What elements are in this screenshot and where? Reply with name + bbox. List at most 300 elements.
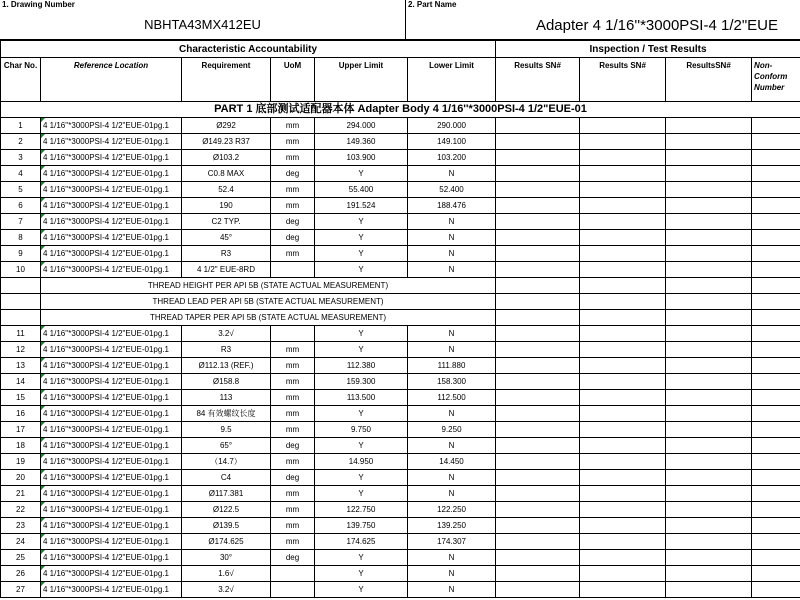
table-row	[1, 326, 800, 342]
char-no-cell: 6	[1, 198, 41, 214]
char-no-cell: 10	[1, 262, 41, 278]
results-sn-3-cell[interactable]	[666, 182, 752, 198]
reference-location-cell: 4 1/16''*3000PSI-4 1/2"EUE-01pg.1	[41, 582, 182, 598]
char-no-cell: 18	[1, 438, 41, 454]
results-sn-3-cell[interactable]	[666, 518, 752, 534]
upper-limit-cell: Y	[315, 470, 408, 486]
lower-limit-cell: 290.000	[408, 118, 496, 134]
uom-cell: deg	[271, 166, 315, 182]
results-sn-3-cell[interactable]	[666, 166, 752, 182]
note-result-cell	[496, 310, 580, 326]
lower-limit-cell: N	[408, 406, 496, 422]
reference-location-cell: 4 1/16''*3000PSI-4 1/2"EUE-01pg.1	[41, 534, 182, 550]
note-row	[1, 310, 800, 326]
characteristic-group-header: Characteristic Accountability	[1, 41, 496, 58]
results-sn-3-cell[interactable]	[666, 214, 752, 230]
note-row	[1, 294, 800, 310]
requirement-cell: 9.5	[182, 422, 271, 438]
non-conform-cell[interactable]	[752, 502, 800, 518]
non-conform-cell[interactable]	[752, 134, 800, 150]
upper-limit-cell: 294.000	[315, 118, 408, 134]
results-sn-1-cell[interactable]	[496, 214, 580, 230]
non-conform-cell[interactable]	[752, 358, 800, 374]
char-no-cell: 27	[1, 582, 41, 598]
table-row	[1, 230, 800, 246]
results-sn-1-cell[interactable]	[496, 150, 580, 166]
upper-limit-cell: Y	[315, 166, 408, 182]
results-sn-2-cell[interactable]	[580, 374, 666, 390]
lower-limit-cell: N	[408, 550, 496, 566]
non-conform-cell[interactable]	[752, 566, 800, 582]
uom-cell: mm	[271, 534, 315, 550]
note-result-cell	[580, 278, 666, 294]
results-sn-3-cell[interactable]	[666, 390, 752, 406]
char-no-cell: 26	[1, 566, 41, 582]
results-sn-3-cell[interactable]	[666, 118, 752, 134]
note-result-cell	[580, 294, 666, 310]
lower-limit-cell: N	[408, 230, 496, 246]
results-sn-3-cell[interactable]	[666, 438, 752, 454]
lower-limit-cell: N	[408, 566, 496, 582]
uom-cell: mm	[271, 454, 315, 470]
results-sn-3-cell[interactable]	[666, 326, 752, 342]
results-sn-1-cell[interactable]	[496, 390, 580, 406]
reference-location-cell: 4 1/16''*3000PSI-4 1/2"EUE-01pg.1	[41, 198, 182, 214]
non-conform-cell[interactable]	[752, 550, 800, 566]
results-sn-1-cell[interactable]	[496, 502, 580, 518]
lower-limit-cell: 139.250	[408, 518, 496, 534]
char-no-cell: 17	[1, 422, 41, 438]
results-sn-1-cell[interactable]	[496, 534, 580, 550]
upper-limit-cell: 112.380	[315, 358, 408, 374]
table-row	[1, 406, 800, 422]
non-conform-cell[interactable]	[752, 262, 800, 278]
uom-cell: mm	[271, 374, 315, 390]
note-result-cell	[666, 294, 752, 310]
lower-limit-cell: N	[408, 326, 496, 342]
char-no-cell: 4	[1, 166, 41, 182]
char-no-cell: 20	[1, 470, 41, 486]
upper-limit-cell: Y	[315, 566, 408, 582]
reference-location-cell: 4 1/16''*3000PSI-4 1/2"EUE-01pg.1	[41, 182, 182, 198]
non-conform-cell[interactable]	[752, 214, 800, 230]
non-conform-cell[interactable]	[752, 582, 800, 598]
results-sn-2-cell[interactable]	[580, 390, 666, 406]
col-header-upper-limit: Upper Limit	[315, 58, 408, 102]
non-conform-cell[interactable]	[752, 534, 800, 550]
results-sn-1-cell[interactable]	[496, 566, 580, 582]
results-sn-1-cell[interactable]	[496, 374, 580, 390]
results-sn-2-cell[interactable]	[580, 454, 666, 470]
lower-limit-cell: N	[408, 438, 496, 454]
results-sn-2-cell[interactable]	[580, 198, 666, 214]
results-sn-3-cell[interactable]	[666, 534, 752, 550]
results-sn-3-cell[interactable]	[666, 150, 752, 166]
results-sn-3-cell[interactable]	[666, 374, 752, 390]
table-row	[1, 582, 800, 598]
results-sn-3-cell[interactable]	[666, 582, 752, 598]
results-sn-3-cell[interactable]	[666, 358, 752, 374]
table-row	[1, 438, 800, 454]
lower-limit-cell: N	[408, 246, 496, 262]
requirement-cell: C4	[182, 470, 271, 486]
lower-limit-cell: 112.500	[408, 390, 496, 406]
results-sn-2-cell[interactable]	[580, 326, 666, 342]
results-sn-2-cell[interactable]	[580, 550, 666, 566]
results-sn-2-cell[interactable]	[580, 134, 666, 150]
non-conform-cell[interactable]	[752, 486, 800, 502]
results-sn-3-cell[interactable]	[666, 470, 752, 486]
reference-location-cell: 4 1/16''*3000PSI-4 1/2"EUE-01pg.1	[41, 230, 182, 246]
uom-cell: mm	[271, 502, 315, 518]
col-header-non-conform-number: Non-Conform Number	[752, 58, 800, 102]
table-row	[1, 550, 800, 566]
upper-limit-cell: 113.500	[315, 390, 408, 406]
section-title: PART 1 底部测试适配器本体 Adapter Body 4 1/16''*3000PSI-4 1/2"EUE-01	[1, 102, 800, 118]
col-header-results-sn-2: Results SN#	[580, 58, 666, 102]
non-conform-cell[interactable]	[752, 342, 800, 358]
note-result-cell	[752, 310, 800, 326]
requirement-cell: 3.2√	[182, 326, 271, 342]
upper-limit-cell: 55.400	[315, 182, 408, 198]
results-sn-1-cell[interactable]	[496, 246, 580, 262]
table-row	[1, 262, 800, 278]
results-sn-3-cell[interactable]	[666, 422, 752, 438]
uom-cell	[271, 566, 315, 582]
non-conform-cell[interactable]	[752, 118, 800, 134]
results-sn-2-cell[interactable]	[580, 182, 666, 198]
non-conform-cell[interactable]	[752, 182, 800, 198]
requirement-cell: C2 TYP.	[182, 214, 271, 230]
upper-limit-cell: 191.524	[315, 198, 408, 214]
uom-cell: mm	[271, 198, 315, 214]
results-sn-1-cell[interactable]	[496, 518, 580, 534]
table-row	[1, 422, 800, 438]
results-sn-1-cell[interactable]	[496, 182, 580, 198]
table-row	[1, 390, 800, 406]
reference-location-cell: 4 1/16''*3000PSI-4 1/2"EUE-01pg.1	[41, 118, 182, 134]
upper-limit-cell: 174.625	[315, 534, 408, 550]
char-no-cell: 24	[1, 534, 41, 550]
results-sn-1-cell[interactable]	[496, 438, 580, 454]
upper-limit-cell: Y	[315, 406, 408, 422]
upper-limit-cell: Y	[315, 550, 408, 566]
results-sn-2-cell[interactable]	[580, 486, 666, 502]
non-conform-cell[interactable]	[752, 198, 800, 214]
part-name-value: Adapter 4 1/16''*3000PSI-4 1/2"EUE	[535, 17, 778, 34]
lower-limit-cell: 52.400	[408, 182, 496, 198]
upper-limit-cell: 122.750	[315, 502, 408, 518]
non-conform-cell[interactable]	[752, 390, 800, 406]
non-conform-cell[interactable]	[752, 422, 800, 438]
results-sn-3-cell[interactable]	[666, 198, 752, 214]
char-no-cell: 23	[1, 518, 41, 534]
reference-location-cell: 4 1/16''*3000PSI-4 1/2"EUE-01pg.1	[41, 326, 182, 342]
reference-location-cell: 4 1/16''*3000PSI-4 1/2"EUE-01pg.1	[41, 374, 182, 390]
non-conform-cell[interactable]	[752, 246, 800, 262]
results-sn-2-cell[interactable]	[580, 262, 666, 278]
char-no-cell: 7	[1, 214, 41, 230]
table-row	[1, 502, 800, 518]
lower-limit-cell: 111.880	[408, 358, 496, 374]
results-sn-2-cell[interactable]	[580, 358, 666, 374]
results-sn-3-cell[interactable]	[666, 246, 752, 262]
results-sn-1-cell[interactable]	[496, 326, 580, 342]
non-conform-cell[interactable]	[752, 454, 800, 470]
results-sn-1-cell[interactable]	[496, 134, 580, 150]
uom-cell: mm	[271, 182, 315, 198]
results-sn-2-cell[interactable]	[580, 518, 666, 534]
upper-limit-cell: 149.360	[315, 134, 408, 150]
upper-limit-cell: Y	[315, 262, 408, 278]
thread-note: THREAD LEAD PER API 5B (STATE ACTUAL MEASUREMENT)	[41, 294, 496, 310]
results-sn-2-cell[interactable]	[580, 534, 666, 550]
char-no-cell: 2	[1, 134, 41, 150]
lower-limit-cell: N	[408, 262, 496, 278]
table-row	[1, 342, 800, 358]
uom-cell: deg	[271, 470, 315, 486]
uom-cell: mm	[271, 342, 315, 358]
results-sn-3-cell[interactable]	[666, 502, 752, 518]
table-row	[1, 518, 800, 534]
requirement-cell: Ø174.625	[182, 534, 271, 550]
thread-note: THREAD TAPER PER API 5B (STATE ACTUAL MEASUREMENT)	[41, 310, 496, 326]
results-sn-3-cell[interactable]	[666, 230, 752, 246]
results-sn-2-cell[interactable]	[580, 230, 666, 246]
requirement-cell: 45°	[182, 230, 271, 246]
results-sn-2-cell[interactable]	[580, 150, 666, 166]
lower-limit-cell: 188.476	[408, 198, 496, 214]
results-sn-1-cell[interactable]	[496, 454, 580, 470]
upper-limit-cell: 14.950	[315, 454, 408, 470]
table-row	[1, 566, 800, 582]
char-no-cell: 1	[1, 118, 41, 134]
requirement-cell: 52.4	[182, 182, 271, 198]
non-conform-cell[interactable]	[752, 230, 800, 246]
requirement-cell: （14.7）	[182, 454, 271, 470]
col-header-char-no: Char No.	[1, 58, 41, 102]
results-sn-2-cell[interactable]	[580, 406, 666, 422]
results-sn-1-cell[interactable]	[496, 422, 580, 438]
uom-cell: mm	[271, 358, 315, 374]
uom-cell: mm	[271, 486, 315, 502]
results-sn-2-cell[interactable]	[580, 566, 666, 582]
uom-cell: deg	[271, 438, 315, 454]
char-no-cell: 21	[1, 486, 41, 502]
lower-limit-cell: N	[408, 214, 496, 230]
note-row	[1, 278, 800, 294]
upper-limit-cell: Y	[315, 230, 408, 246]
uom-cell: mm	[271, 390, 315, 406]
table-row	[1, 534, 800, 550]
reference-location-cell: 4 1/16''*3000PSI-4 1/2"EUE-01pg.1	[41, 134, 182, 150]
requirement-cell: 4 1/2" EUE-8RD	[182, 262, 271, 278]
results-sn-1-cell[interactable]	[496, 486, 580, 502]
upper-limit-cell: Y	[315, 438, 408, 454]
upper-limit-cell: Y	[315, 326, 408, 342]
requirement-cell: Ø122.5	[182, 502, 271, 518]
note-result-cell	[752, 278, 800, 294]
reference-location-cell: 4 1/16''*3000PSI-4 1/2"EUE-01pg.1	[41, 550, 182, 566]
table-row	[1, 134, 800, 150]
results-sn-1-cell[interactable]	[496, 470, 580, 486]
upper-limit-cell: Y	[315, 486, 408, 502]
results-sn-2-cell[interactable]	[580, 422, 666, 438]
results-sn-2-cell[interactable]	[580, 342, 666, 358]
results-sn-3-cell[interactable]	[666, 406, 752, 422]
results-sn-2-cell[interactable]	[580, 438, 666, 454]
reference-location-cell: 4 1/16''*3000PSI-4 1/2"EUE-01pg.1	[41, 406, 182, 422]
uom-cell: deg	[271, 550, 315, 566]
table-row	[1, 374, 800, 390]
results-sn-1-cell[interactable]	[496, 262, 580, 278]
requirement-cell: R3	[182, 342, 271, 358]
results-sn-1-cell[interactable]	[496, 166, 580, 182]
note-result-cell	[496, 294, 580, 310]
table-row	[1, 182, 800, 198]
non-conform-cell[interactable]	[752, 166, 800, 182]
uom-cell: mm	[271, 518, 315, 534]
characteristic-table	[0, 40, 800, 598]
col-header-uom: UoM	[271, 58, 315, 102]
reference-location-cell: 4 1/16''*3000PSI-4 1/2"EUE-01pg.1	[41, 438, 182, 454]
lower-limit-cell: 149.100	[408, 134, 496, 150]
uom-cell: deg	[271, 230, 315, 246]
non-conform-cell[interactable]	[752, 518, 800, 534]
note-result-cell	[496, 278, 580, 294]
uom-cell: mm	[271, 134, 315, 150]
reference-location-cell: 4 1/16''*3000PSI-4 1/2"EUE-01pg.1	[41, 358, 182, 374]
requirement-cell: Ø112.13 (REF.)	[182, 358, 271, 374]
results-sn-2-cell[interactable]	[580, 166, 666, 182]
uom-cell: mm	[271, 406, 315, 422]
table-row	[1, 358, 800, 374]
reference-location-cell: 4 1/16''*3000PSI-4 1/2"EUE-01pg.1	[41, 150, 182, 166]
non-conform-cell[interactable]	[752, 326, 800, 342]
results-sn-1-cell[interactable]	[496, 358, 580, 374]
non-conform-cell[interactable]	[752, 438, 800, 454]
upper-limit-cell: 159.300	[315, 374, 408, 390]
requirement-cell: 84 有效螺纹长度	[182, 406, 271, 422]
upper-limit-cell: Y	[315, 214, 408, 230]
drawing-number-value: NBHTA43MX412EU	[144, 17, 261, 32]
uom-cell	[271, 262, 315, 278]
lower-limit-cell: 174.307	[408, 534, 496, 550]
results-sn-1-cell[interactable]	[496, 582, 580, 598]
results-sn-1-cell[interactable]	[496, 550, 580, 566]
requirement-cell: R3	[182, 246, 271, 262]
requirement-cell: 30°	[182, 550, 271, 566]
results-sn-1-cell[interactable]	[496, 342, 580, 358]
char-no-cell: 19	[1, 454, 41, 470]
uom-cell: mm	[271, 150, 315, 166]
lower-limit-cell: 9.250	[408, 422, 496, 438]
table-row	[1, 150, 800, 166]
results-sn-1-cell[interactable]	[496, 118, 580, 134]
reference-location-cell: 4 1/16''*3000PSI-4 1/2"EUE-01pg.1	[41, 486, 182, 502]
drawing-number-label: 1. Drawing Number	[2, 0, 75, 9]
results-sn-2-cell[interactable]	[580, 214, 666, 230]
reference-location-cell: 4 1/16''*3000PSI-4 1/2"EUE-01pg.1	[41, 454, 182, 470]
reference-location-cell: 4 1/16''*3000PSI-4 1/2"EUE-01pg.1	[41, 470, 182, 486]
results-sn-3-cell[interactable]	[666, 134, 752, 150]
note-result-cell	[666, 310, 752, 326]
table-row	[1, 486, 800, 502]
table-row	[1, 246, 800, 262]
reference-location-cell: 4 1/16''*3000PSI-4 1/2"EUE-01pg.1	[41, 246, 182, 262]
non-conform-cell[interactable]	[752, 406, 800, 422]
uom-cell	[271, 326, 315, 342]
inspection-group-header: Inspection / Test Results	[496, 41, 800, 58]
note-result-cell	[580, 310, 666, 326]
table-row	[1, 470, 800, 486]
non-conform-cell[interactable]	[752, 150, 800, 166]
uom-cell: mm	[271, 246, 315, 262]
upper-limit-cell: Y	[315, 246, 408, 262]
lower-limit-cell: N	[408, 470, 496, 486]
uom-cell	[271, 582, 315, 598]
reference-location-cell: 4 1/16''*3000PSI-4 1/2"EUE-01pg.1	[41, 166, 182, 182]
col-header-results-sn-3: ResultsSN#	[666, 58, 752, 102]
results-sn-1-cell[interactable]	[496, 198, 580, 214]
lower-limit-cell: N	[408, 166, 496, 182]
char-no-cell: 14	[1, 374, 41, 390]
note-blank-cell	[1, 294, 41, 310]
lower-limit-cell: N	[408, 582, 496, 598]
col-header-lower-limit: Lower Limit	[408, 58, 496, 102]
requirement-cell: Ø158.8	[182, 374, 271, 390]
table-row	[1, 166, 800, 182]
col-header-results-sn-1: Results SN#	[496, 58, 580, 102]
reference-location-cell: 4 1/16''*3000PSI-4 1/2"EUE-01pg.1	[41, 566, 182, 582]
requirement-cell: 190	[182, 198, 271, 214]
char-no-cell: 8	[1, 230, 41, 246]
results-sn-1-cell[interactable]	[496, 406, 580, 422]
non-conform-cell[interactable]	[752, 374, 800, 390]
requirement-cell: Ø149.23 R37	[182, 134, 271, 150]
results-sn-2-cell[interactable]	[580, 118, 666, 134]
char-no-cell: 11	[1, 326, 41, 342]
results-sn-2-cell[interactable]	[580, 502, 666, 518]
results-sn-3-cell[interactable]	[666, 454, 752, 470]
char-no-cell: 12	[1, 342, 41, 358]
note-blank-cell	[1, 278, 41, 294]
lower-limit-cell: N	[408, 486, 496, 502]
note-result-cell	[752, 294, 800, 310]
requirement-cell: Ø103.2	[182, 150, 271, 166]
non-conform-cell[interactable]	[752, 470, 800, 486]
uom-cell: mm	[271, 118, 315, 134]
part-name-label: 2. Part Name	[408, 0, 457, 9]
drawing-number-cell	[0, 0, 406, 40]
results-sn-3-cell[interactable]	[666, 566, 752, 582]
results-sn-3-cell[interactable]	[666, 262, 752, 278]
reference-location-cell: 4 1/16''*3000PSI-4 1/2"EUE-01pg.1	[41, 502, 182, 518]
upper-limit-cell: 9.750	[315, 422, 408, 438]
results-sn-2-cell[interactable]	[580, 246, 666, 262]
results-sn-2-cell[interactable]	[580, 470, 666, 486]
results-sn-1-cell[interactable]	[496, 230, 580, 246]
results-sn-3-cell[interactable]	[666, 550, 752, 566]
note-result-cell	[666, 278, 752, 294]
results-sn-2-cell[interactable]	[580, 582, 666, 598]
uom-cell: deg	[271, 214, 315, 230]
results-sn-3-cell[interactable]	[666, 486, 752, 502]
results-sn-3-cell[interactable]	[666, 342, 752, 358]
part-name-cell	[406, 0, 800, 40]
lower-limit-cell: 122.250	[408, 502, 496, 518]
requirement-cell: 65°	[182, 438, 271, 454]
